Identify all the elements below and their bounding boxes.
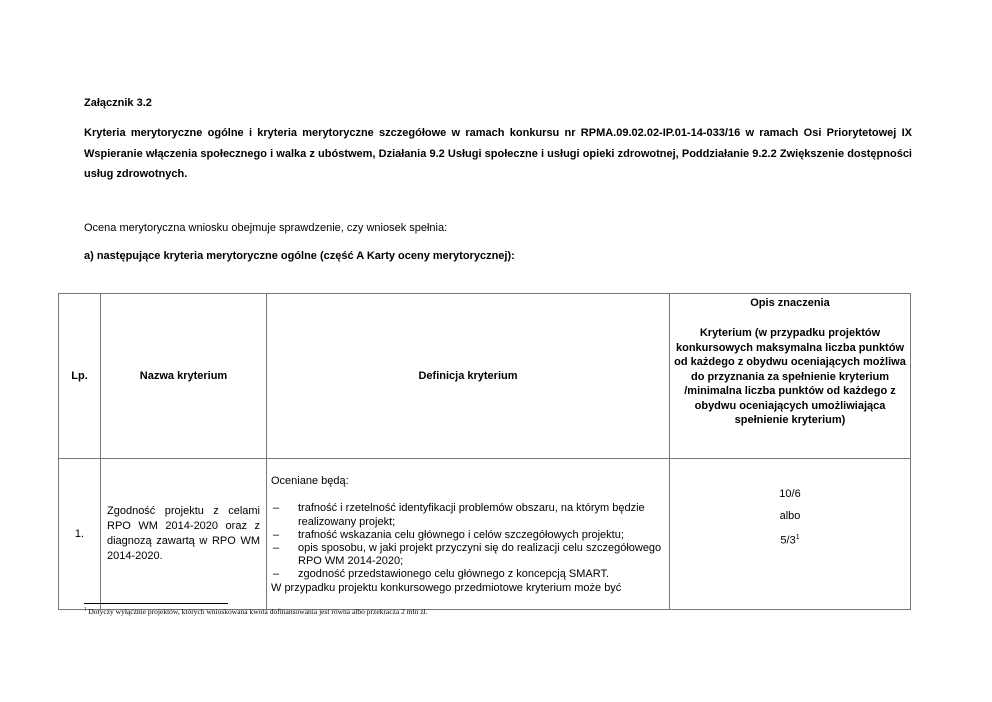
row-definition (267, 459, 670, 610)
score-or: albo (779, 510, 801, 522)
row-score (670, 459, 911, 610)
intro-paragraph: Ocena merytoryczna wniosku obejmuje sprawdzenie, czy wniosek spełnia: (84, 222, 448, 234)
row-criterion-name: Zgodność projektu z celami RPO WM 2014-2020 oraz z diagnozą zawartą w RPO WM 2014-2020. (101, 459, 267, 610)
list-item: – trafność wskazania celu głównego i celów szczegółowych projektu; (273, 528, 624, 541)
criteria-table (58, 293, 911, 610)
row-lp: 1. (59, 459, 101, 610)
footnote-ref[interactable]: 1 (795, 534, 800, 541)
header-lp: Lp. (59, 294, 101, 459)
table-row (59, 459, 911, 610)
header-name: Nazwa kryterium (101, 294, 267, 459)
list-item: – opis sposobu, w jaki projekt przyczyni się do realizacji celu szczegółowego RPO WM 2014-2020; (273, 542, 662, 568)
header-description (670, 294, 911, 459)
score-max: 10/6 (779, 488, 801, 500)
definition-tail: W przypadku projektu konkursowego przedmiotowe kryterium może być (271, 581, 622, 594)
dash-bullet-icon: – (273, 502, 280, 515)
definition-lead: Oceniane będą: (271, 475, 349, 488)
dash-bullet-icon: – (273, 568, 280, 581)
footnote-number: 1 (84, 607, 87, 613)
score-alt: $5/3^1$ (780, 534, 800, 547)
header-description-body: Kryterium (w przypadku projektów konkursowych maksymalna liczba punktów od każdego z obydwu oceniających możliwa do przyznania za spełnienie kryterium /minimalna liczba punktów od każdego z obydwu oceniających umożliwiająca spełnienie kryterium) (674, 327, 906, 426)
dash-bullet-icon: – (273, 542, 280, 554)
footnote (84, 607, 428, 616)
definition-list (271, 502, 665, 581)
section-a-heading: a) następujące kryteria merytoryczne ogólne (część A Karty oceny merytorycznej): (84, 250, 515, 262)
footnote-divider (84, 603, 228, 604)
dash-bullet-icon: – (273, 528, 280, 541)
header-definition: Definicja kryterium (267, 294, 670, 459)
annex-label: Załącznik 3.2 (84, 97, 152, 109)
header-description-title: Opis znaczenia (750, 297, 830, 309)
document-title: Kryteria merytoryczne ogólne i kryteria merytoryczne szczegółowe w ramach konkursu nr RPMA.09.02.02-IP.01-14-033/16 w ramach Osi Priorytetowej IX Wspieranie włączenia społecznego i walka z ubóstwem, Działania 9.2 Usługi społeczne i usługi opieki zdrowotnej, Poddziałanie 9.2.2 Zwiększenie dostępności usług zdrowotnych. (84, 127, 912, 180)
table-header-row (59, 294, 911, 459)
list-item: – zgodność przedstawionego celu głównego z koncepcją SMART. (273, 568, 610, 581)
list-item: – trafność i rzetelność identyfikacji problemów obszaru, na którym będzie realizowany projekt; (273, 502, 645, 528)
footnote-text: Dotyczy wyłącznie projektów, których wnioskowana kwota dofinansowania jest równa albo przekracza 2 mln zł. (88, 607, 428, 616)
